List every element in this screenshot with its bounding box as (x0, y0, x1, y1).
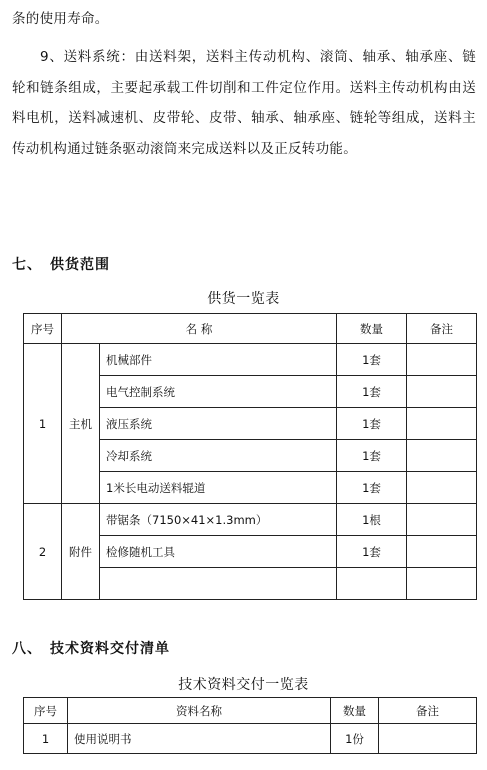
item-name: 电气控制系统 (100, 376, 337, 408)
item-name: 使用说明书 (68, 724, 331, 754)
table-row (24, 344, 477, 376)
item-name: 机械部件 (100, 344, 337, 376)
item-note (407, 344, 477, 376)
item-name: 液压系统 (100, 408, 337, 440)
item-note (407, 536, 477, 568)
table-header-row (24, 698, 477, 724)
section-8-heading: 八、 技术资料交付清单 (12, 641, 170, 657)
supply-table (23, 313, 477, 600)
header-qty: 数量 (331, 698, 379, 724)
row-number: 1 (24, 344, 62, 504)
table-row (24, 724, 477, 754)
header-no: 序号 (24, 314, 62, 344)
item-qty (337, 568, 407, 600)
header-note: 备注 (407, 314, 477, 344)
row-category: 附件 (62, 504, 100, 600)
item-qty: 1份 (331, 724, 379, 754)
item-note (407, 376, 477, 408)
section-7-heading: 七、 供货范围 (12, 257, 110, 273)
item-qty: 1套 (337, 376, 407, 408)
item-note (407, 440, 477, 472)
paragraph-end-line: 条的使用寿命。 (12, 11, 109, 27)
docs-table-caption: 技术资料交付一览表 (178, 677, 309, 693)
header-note: 备注 (379, 698, 477, 724)
item-name: 1米长电动送料辊道 (100, 472, 337, 504)
item-name: 带锯条（7150×41×1.3mm） (100, 504, 337, 536)
header-no: 序号 (24, 698, 68, 724)
item-name: 冷却系统 (100, 440, 337, 472)
item-qty: 1套 (337, 536, 407, 568)
item-name: 检修随机工具 (100, 536, 337, 568)
header-name: 名 称 (62, 314, 337, 344)
row-number: 2 (24, 504, 62, 600)
table-header-row (24, 314, 477, 344)
docs-table (23, 697, 477, 754)
supply-table-caption: 供货一览表 (207, 291, 280, 307)
table-row (24, 504, 477, 536)
item-qty: 1根 (337, 504, 407, 536)
item-qty: 1套 (337, 408, 407, 440)
row-category: 主机 (62, 344, 100, 504)
item-note (379, 724, 477, 754)
item-name (100, 568, 337, 600)
item-note (407, 408, 477, 440)
item-qty: 1套 (337, 440, 407, 472)
row-number: 1 (24, 724, 68, 754)
item-note (407, 504, 477, 536)
item-qty: 1套 (337, 472, 407, 504)
paragraph-feeding-system: 9、送料系统：由送料架，送料主传动机构、滚筒、轴承、轴承座、链轮和链条组成，主要起承载工件切削和工件定位作用。送料主传动机构由送料电机，送料减速机、皮带轮、皮带、轴承、轴承座、链轮等组成，送料主传动机构通过链条驱动滚筒来完成送料以及正反转功能。 (12, 49, 476, 157)
item-note (407, 472, 477, 504)
item-note (407, 568, 477, 600)
header-name: 资料名称 (68, 698, 331, 724)
header-qty: 数量 (337, 314, 407, 344)
item-qty: 1套 (337, 344, 407, 376)
